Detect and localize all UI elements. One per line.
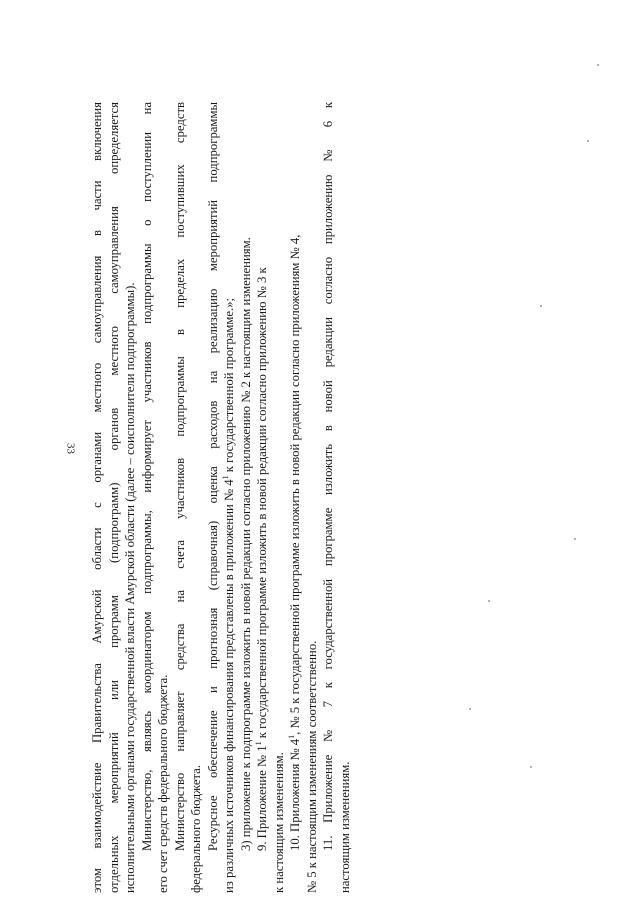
- text-fragment: к государственной программе изложить в новой редакции согласно приложению № 3 к: [255, 267, 269, 742]
- page-number: 33: [64, 443, 77, 454]
- text-fragment: к государственной программе.»;: [222, 297, 236, 476]
- text-line: 3) приложение к подпрограмме изложить в новой редакции согласно приложению № 2 к настоящим изменениям.: [238, 237, 253, 851]
- rotated-page-body: [89, 102, 353, 893]
- scan-speck: [587, 140, 589, 142]
- text-line: [287, 102, 304, 893]
- text-line: федерального бюджета.: [189, 765, 203, 893]
- scan-speck: [540, 305, 542, 307]
- text-line: Министерство направляет средства на счета участников подпрограммы в пределах поступивших средств: [172, 102, 187, 851]
- superscript: 1: [221, 475, 230, 480]
- superscript: 1: [287, 734, 296, 739]
- scan-speck: [530, 766, 532, 768]
- text-line: [254, 102, 271, 893]
- text-line: его счет средств федерального бюджета.: [156, 674, 170, 893]
- scan-speck: [469, 708, 471, 710]
- text-line: № 5 к настоящим изменениям соответственно.: [304, 640, 319, 893]
- scan-speck: [488, 600, 490, 602]
- document-body: [89, 102, 353, 893]
- text-line: этом взаимодействие Правительства Амурской области с органами местного самоуправления в части включения: [90, 102, 104, 893]
- scan-speck: [597, 64, 599, 66]
- text-line: Министерство, являясь координатором подпрограммы, информирует участников подпрограммы о поступлении на: [139, 102, 154, 851]
- text-fragment: , № 5 к государственной программе изложить в новой редакции согласно приложениям № 4,: [288, 234, 302, 735]
- text-fragment: 9. Приложение № 1: [255, 745, 269, 851]
- text-line: 11. Приложение № 7 к государственной программе изложить в новой редакции согласно приложению № 6 к: [321, 102, 335, 851]
- text-line: отдельных мероприятий или программ (подпрограмм) органов местного самоуправления определяется: [106, 102, 121, 893]
- text-fragment: 10. Приложения № 4: [288, 738, 302, 851]
- text-line: настоящим изменениям.: [337, 761, 352, 893]
- text-line: к настоящим изменениям.: [271, 752, 286, 893]
- text-line: исполнительными органами государственной власти Амурской области (далее – соисполнители подпрограммы).: [123, 282, 137, 893]
- text-line: [221, 102, 238, 893]
- text-fragment: из различных источников финансирования представлены в приложении № 4: [222, 479, 236, 893]
- text-line: Ресурсное обеспечение и прогнозная (справочная) оценка расходов на реализацию мероприятий подпрограммы: [205, 102, 220, 851]
- superscript: 1: [254, 741, 263, 746]
- scan-speck: [574, 538, 576, 540]
